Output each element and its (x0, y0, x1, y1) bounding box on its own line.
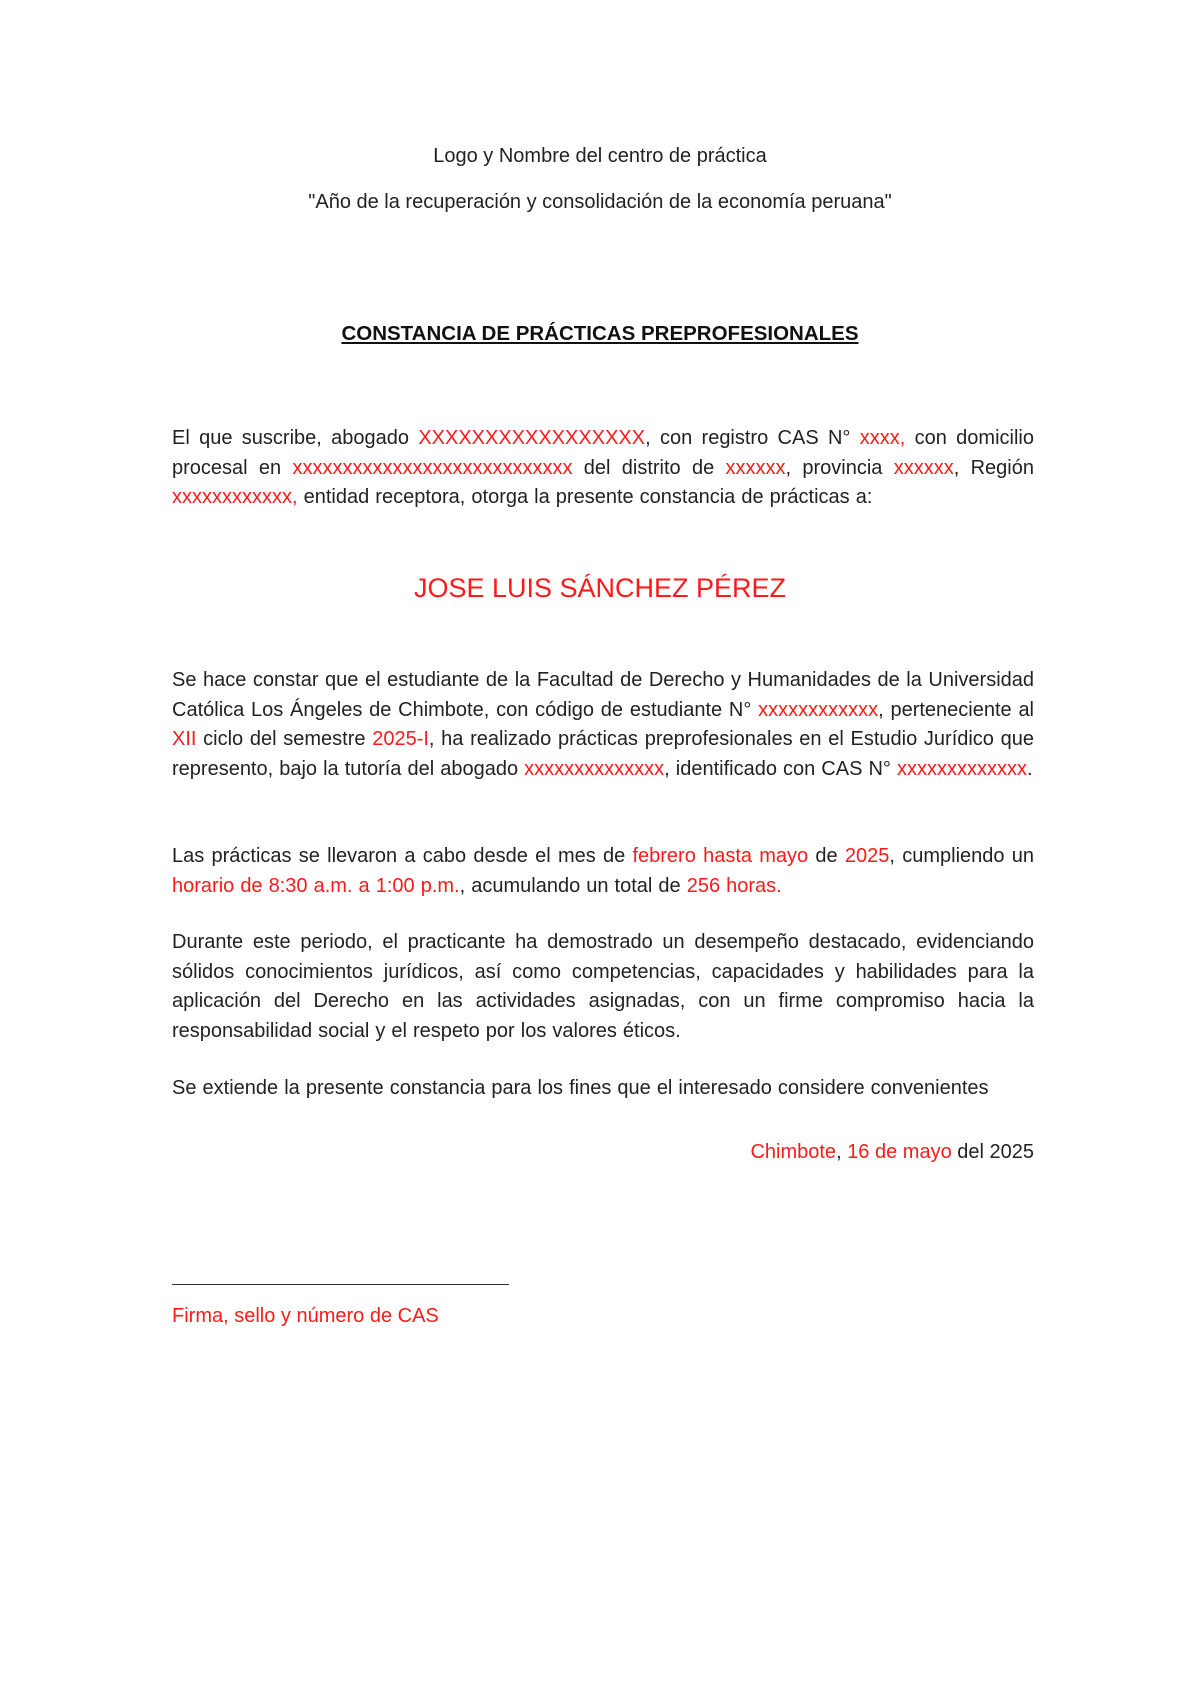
performance-paragraph: Durante este periodo, el practicante ha demostrado un desempeño destacado, evidenciando sólidos conocimientos jurídicos, así como competencias, capacidades y habilidades para la aplicación del Derecho en las actividades asignadas, con un firme compromiso hacia la responsabilidad social y el respeto por los valores éticos. (172, 931, 1034, 1042)
student-code-placeholder: xxxxxxxxxxxx (758, 698, 879, 721)
lawyer-name-placeholder: XXXXXXXXXXXXXXXXX (418, 427, 646, 449)
province-placeholder: xxxxxx (893, 456, 954, 479)
date-year-text: del 2025 (951, 1141, 1034, 1163)
intro-text: del distrito de (572, 456, 726, 479)
signature-caption: Firma, sello y número de CAS (172, 1305, 439, 1327)
constar-paragraph (172, 666, 1034, 784)
logo-placeholder-line: Logo y Nombre del centro de práctica (433, 145, 767, 167)
tutor-cas-placeholder: xxxxxxxxxxxxx (896, 757, 1027, 780)
document-title: CONSTANCIA DE PRÁCTICAS PREPROFESIONALES (341, 322, 859, 345)
intro-text: entidad receptora, otorga la presente constancia de prácticas a: (297, 486, 873, 508)
semester-value: 2025-I (372, 728, 429, 750)
date-separator: , (836, 1141, 848, 1163)
purpose-paragraph: Se extiende la presente constancia para los fines que el interesado considere convenientes (172, 1077, 989, 1099)
cycle-value: XII (172, 728, 197, 750)
place-date-line (172, 1138, 1034, 1167)
hours-value: 256 horas. (686, 874, 782, 897)
intro-text: , provincia (785, 456, 894, 479)
period-text: Las prácticas se llevaron a cabo desde el mes de (172, 845, 633, 867)
period-text: , acumulando un total de (459, 874, 687, 897)
constar-text: , ha realizado prácticas preprofesionales en el Estudio Jurídico que represento, bajo la tutoría del abogado (172, 728, 1035, 780)
year-motto: "Año de la recuperación y consolidación de la economía peruana" (308, 191, 892, 213)
period-text: de (808, 845, 845, 867)
day-month-value: 16 de mayo (847, 1141, 952, 1163)
signature-line (172, 1284, 509, 1285)
period-paragraph (172, 842, 1034, 901)
student-name: JOSE LUIS SÁNCHEZ PÉREZ (413, 573, 787, 603)
cas-number-placeholder: xxxx, (859, 427, 906, 449)
intro-text: , Región (953, 456, 1034, 479)
intro-paragraph (172, 424, 1034, 513)
constar-text: ciclo del semestre (196, 728, 373, 750)
constar-text: Se hace constar que el estudiante de la Facultad de Derecho y Humanidades de la Universidad Católica Los Ángeles de Chimbote, con código de estudiante N° (172, 669, 1034, 721)
constar-text: . (1026, 757, 1033, 780)
tutor-placeholder: xxxxxxxxxxxxxx (524, 757, 665, 780)
months-value: febrero hasta mayo (632, 845, 809, 867)
constar-text: , perteneciente al (878, 698, 1035, 721)
constar-text: , identificado con CAS N° (664, 757, 897, 780)
schedule-value: horario de 8:30 a.m. a 1:00 p.m. (172, 874, 460, 897)
period-text: , cumpliendo un (889, 845, 1034, 867)
city-value: Chimbote (750, 1141, 837, 1163)
intro-text: El que suscribe, abogado (172, 427, 419, 449)
intro-text: , con registro CAS N° (645, 427, 860, 449)
region-placeholder: xxxxxxxxxxxx, (172, 486, 298, 508)
district-placeholder: xxxxxx (725, 456, 786, 479)
address-placeholder: xxxxxxxxxxxxxxxxxxxxxxxxxxxx (292, 456, 573, 479)
intro-text: con domicilio procesal en (172, 427, 1034, 479)
year-value: 2025 (844, 845, 890, 867)
